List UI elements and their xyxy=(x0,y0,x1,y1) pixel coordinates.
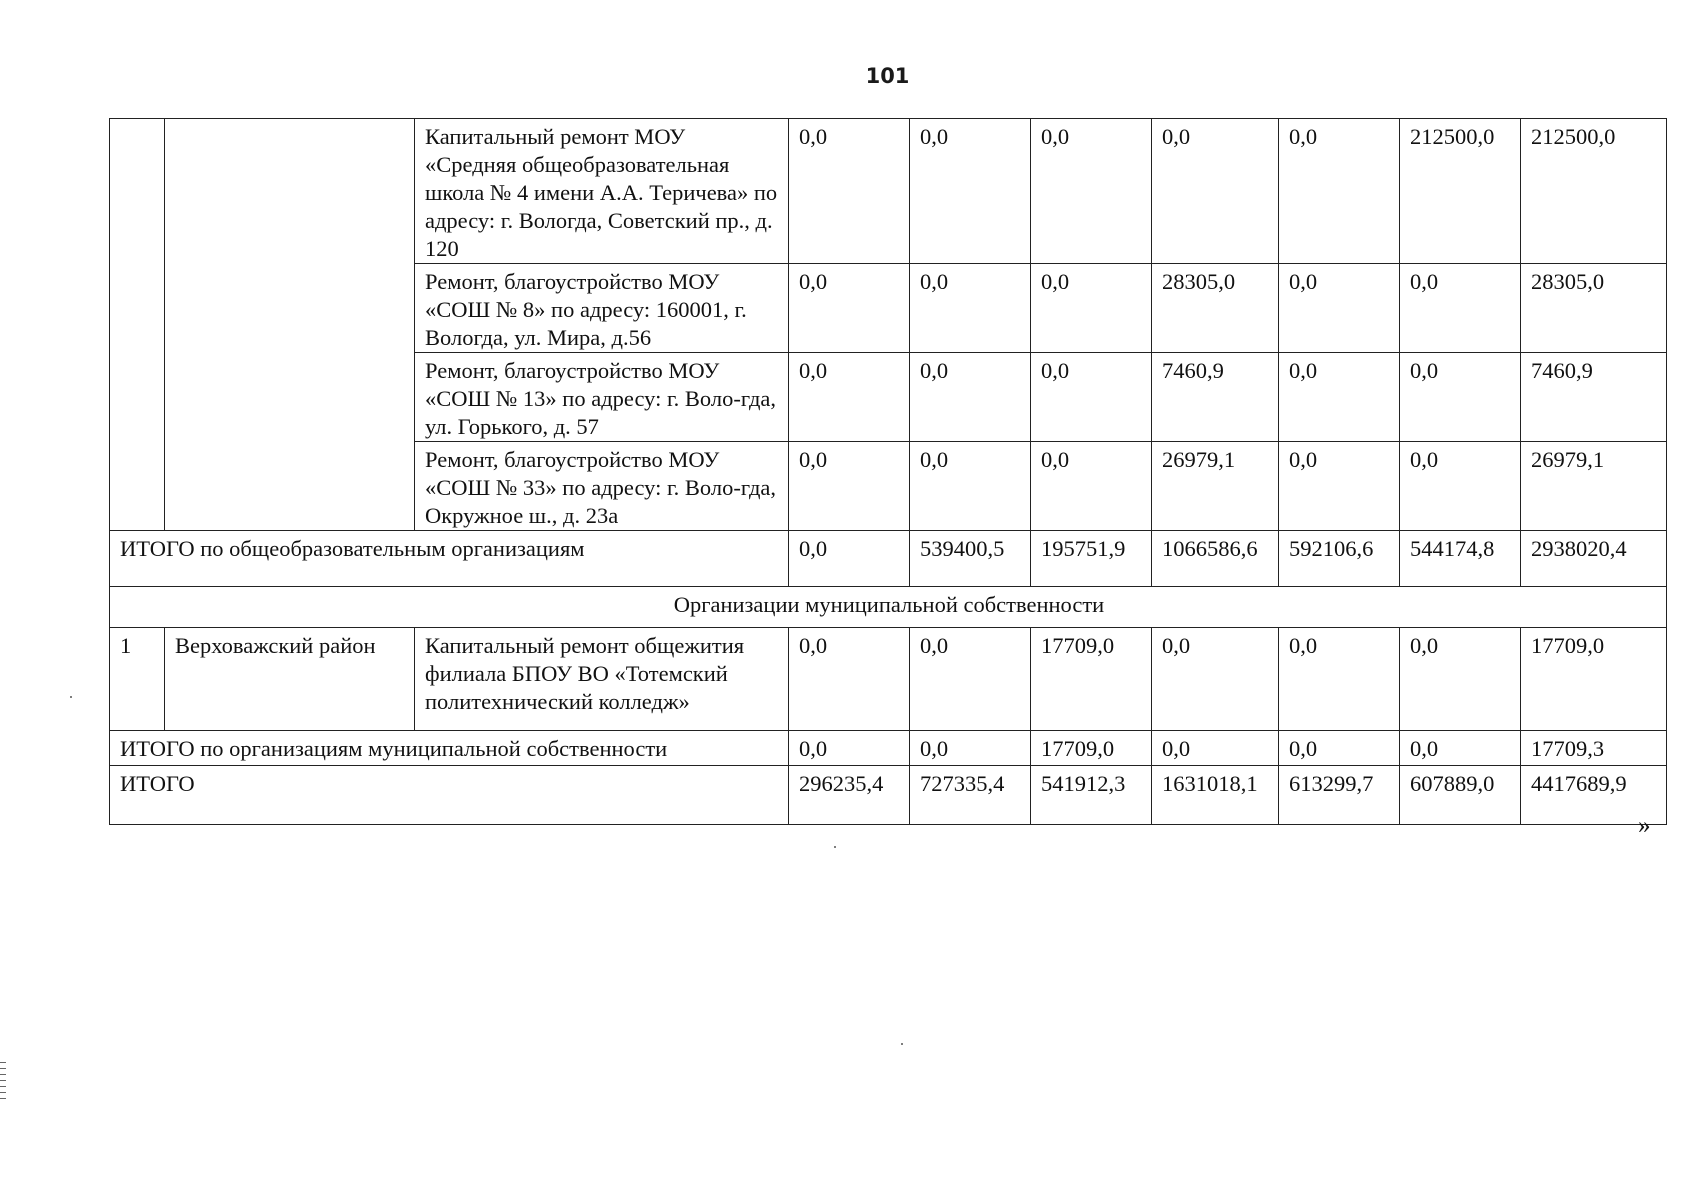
value-cell: 0,0 xyxy=(789,119,910,264)
grand-total-value-cell: 727335,4 xyxy=(910,766,1031,825)
page-number: 101 xyxy=(865,64,910,88)
value-cell: 0,0 xyxy=(1400,264,1521,353)
value-cell: 0,0 xyxy=(1279,119,1400,264)
total-value-cell: 539400,5 xyxy=(910,531,1031,587)
financing-table xyxy=(109,118,1667,825)
value-cell: 17709,0 xyxy=(1521,628,1667,731)
value-cell: 212500,0 xyxy=(1400,119,1521,264)
project-description: Ремонт, благоустройство МОУ «СОШ № 33» по адресу: г. Воло-гда, Окружное ш., д. 23а xyxy=(415,442,789,531)
scan-speck xyxy=(901,1043,903,1045)
section-title: Организации муниципальной собственности xyxy=(110,587,1667,628)
grand-total-value-cell: 1631018,1 xyxy=(1152,766,1279,825)
table-row xyxy=(110,628,1667,731)
grand-total-row xyxy=(110,766,1667,825)
project-description: Капитальный ремонт МОУ «Средняя общеобразовательная школа № 4 имени А.А. Теричева» по адресу: г. Вологда, Советский пр., д. 120 xyxy=(415,119,789,264)
value-cell: 0,0 xyxy=(1031,442,1152,531)
value-cell: 7460,9 xyxy=(1152,353,1279,442)
value-cell: 0,0 xyxy=(1152,119,1279,264)
value-cell: 0,0 xyxy=(1400,442,1521,531)
value-cell: 28305,0 xyxy=(1152,264,1279,353)
total-value-cell: 0,0 xyxy=(1279,731,1400,766)
total-value-cell: 0,0 xyxy=(1152,731,1279,766)
value-cell: 0,0 xyxy=(789,628,910,731)
value-cell: 212500,0 xyxy=(1521,119,1667,264)
value-cell: 0,0 xyxy=(1279,264,1400,353)
scan-speck xyxy=(70,696,72,698)
scan-edge-marks xyxy=(0,1062,6,1100)
value-cell: 0,0 xyxy=(789,264,910,353)
value-cell: 0,0 xyxy=(1279,442,1400,531)
grand-total-value-cell: 607889,0 xyxy=(1400,766,1521,825)
total-value-cell: 2938020,4 xyxy=(1521,531,1667,587)
value-cell: 0,0 xyxy=(910,264,1031,353)
total-value-cell: 592106,6 xyxy=(1279,531,1400,587)
total-label: ИТОГО по общеобразовательным организациям xyxy=(110,531,789,587)
district-cell xyxy=(165,119,415,531)
section-header-row xyxy=(110,587,1667,628)
row-number: 1 xyxy=(110,628,165,731)
grand-total-value-cell: 613299,7 xyxy=(1279,766,1400,825)
district-name: Верховажский район xyxy=(165,628,415,731)
row-number-cell xyxy=(110,119,165,531)
total-value-cell: 0,0 xyxy=(789,731,910,766)
project-description: Ремонт, благоустройство МОУ «СОШ № 8» по адресу: 160001, г. Вологда, ул. Мира, д.56 xyxy=(415,264,789,353)
scan-speck xyxy=(834,846,836,848)
value-cell: 0,0 xyxy=(1279,628,1400,731)
project-description: Ремонт, благоустройство МОУ «СОШ № 13» по адресу: г. Воло-гда, ул. Горького, д. 57 xyxy=(415,353,789,442)
value-cell: 0,0 xyxy=(1400,628,1521,731)
value-cell: 0,0 xyxy=(910,628,1031,731)
total-value-cell: 0,0 xyxy=(1400,731,1521,766)
total-value-cell: 0,0 xyxy=(910,731,1031,766)
total-value-cell: 17709,0 xyxy=(1031,731,1152,766)
total-row xyxy=(110,531,1667,587)
total-value-cell: 17709,3 xyxy=(1521,731,1667,766)
table-row xyxy=(110,119,1667,264)
total-value-cell: 544174,8 xyxy=(1400,531,1521,587)
value-cell: 0,0 xyxy=(1031,353,1152,442)
value-cell: 0,0 xyxy=(1031,119,1152,264)
value-cell: 0,0 xyxy=(789,353,910,442)
value-cell: 0,0 xyxy=(910,353,1031,442)
value-cell: 0,0 xyxy=(1031,264,1152,353)
total-label: ИТОГО по организациям муниципальной собственности xyxy=(110,731,789,766)
value-cell: 0,0 xyxy=(1279,353,1400,442)
value-cell: 26979,1 xyxy=(1521,442,1667,531)
value-cell: 28305,0 xyxy=(1521,264,1667,353)
total-value-cell: 195751,9 xyxy=(1031,531,1152,587)
closing-quote-mark: » xyxy=(1638,812,1651,839)
project-description: Капитальный ремонт общежития филиала БПОУ ВО «Тотемский политехнический колледж» xyxy=(415,628,789,731)
grand-total-value-cell: 296235,4 xyxy=(789,766,910,825)
total-value-cell: 1066586,6 xyxy=(1152,531,1279,587)
value-cell: 0,0 xyxy=(1152,628,1279,731)
total-value-cell: 0,0 xyxy=(789,531,910,587)
grand-total-value-cell: 541912,3 xyxy=(1031,766,1152,825)
value-cell: 0,0 xyxy=(789,442,910,531)
total-row xyxy=(110,731,1667,766)
value-cell: 26979,1 xyxy=(1152,442,1279,531)
value-cell: 0,0 xyxy=(910,442,1031,531)
value-cell: 0,0 xyxy=(1400,353,1521,442)
value-cell: 7460,9 xyxy=(1521,353,1667,442)
value-cell: 0,0 xyxy=(910,119,1031,264)
grand-total-value-cell: 4417689,9 xyxy=(1521,766,1667,825)
value-cell: 17709,0 xyxy=(1031,628,1152,731)
grand-total-label: ИТОГО xyxy=(110,766,789,825)
